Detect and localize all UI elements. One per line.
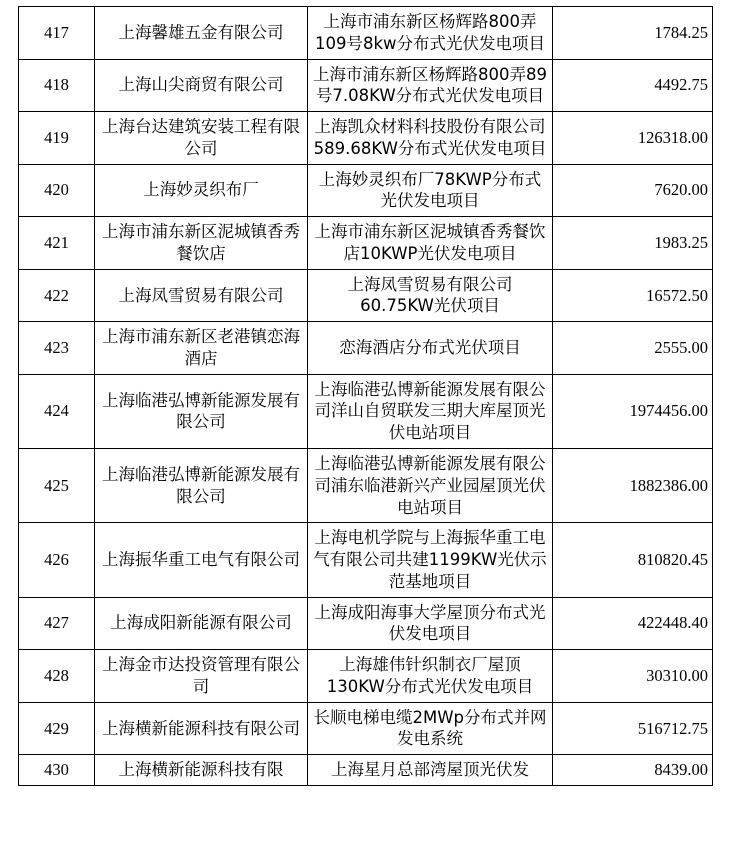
row-amount: 16572.50 <box>553 269 713 322</box>
row-company: 上海市浦东新区老港镇恋海酒店 <box>95 322 308 375</box>
row-company: 上海市浦东新区泥城镇香秀餐饮店 <box>95 217 308 270</box>
row-project: 上海妙灵织布厂78KWP分布式光伏发电项目 <box>308 164 553 217</box>
row-amount: 422448.40 <box>553 597 713 650</box>
row-project: 上海市浦东新区泥城镇香秀餐饮店10KWP光伏发电项目 <box>308 217 553 270</box>
row-index: 420 <box>19 164 95 217</box>
row-amount: 30310.00 <box>553 650 713 703</box>
row-index: 426 <box>19 523 95 597</box>
table-row <box>19 449 713 523</box>
row-company: 上海临港弘博新能源发展有限公司 <box>95 374 308 448</box>
row-index: 418 <box>19 59 95 112</box>
row-amount: 4492.75 <box>553 59 713 112</box>
row-index: 422 <box>19 269 95 322</box>
table-body <box>19 7 713 786</box>
row-project: 上海星月总部湾屋顶光伏发 <box>308 755 553 786</box>
row-index: 425 <box>19 449 95 523</box>
document-page <box>0 6 730 866</box>
row-project: 上海市浦东新区杨辉路800弄109号8kw分布式光伏发电项目 <box>308 7 553 60</box>
table-row <box>19 59 713 112</box>
table-row <box>19 217 713 270</box>
table-row <box>19 755 713 786</box>
row-amount: 1784.25 <box>553 7 713 60</box>
row-project: 上海凯众材料科技股份有限公司589.68KW分布式光伏发电项目 <box>308 112 553 165</box>
row-company: 上海馨雄五金有限公司 <box>95 7 308 60</box>
row-project: 长顺电梯电缆2MWp分布式并网发电系统 <box>308 702 553 755</box>
row-company: 上海临港弘博新能源发展有限公司 <box>95 449 308 523</box>
table-row <box>19 322 713 375</box>
row-project: 恋海酒店分布式光伏项目 <box>308 322 553 375</box>
row-amount: 126318.00 <box>553 112 713 165</box>
row-index: 427 <box>19 597 95 650</box>
row-index: 421 <box>19 217 95 270</box>
row-index: 419 <box>19 112 95 165</box>
row-project: 上海临港弘博新能源发展有限公司浦东临港新兴产业园屋顶光伏电站项目 <box>308 449 553 523</box>
row-index: 417 <box>19 7 95 60</box>
row-project: 上海成阳海事大学屋顶分布式光伏发电项目 <box>308 597 553 650</box>
row-project: 上海凤雪贸易有限公司60.75KW光伏项目 <box>308 269 553 322</box>
row-company: 上海凤雪贸易有限公司 <box>95 269 308 322</box>
table-row <box>19 702 713 755</box>
row-company: 上海横新能源科技有限 <box>95 755 308 786</box>
row-company: 上海横新能源科技有限公司 <box>95 702 308 755</box>
table-row <box>19 523 713 597</box>
table-row <box>19 7 713 60</box>
table-row <box>19 269 713 322</box>
row-company: 上海金市达投资管理有限公司 <box>95 650 308 703</box>
row-company: 上海振华重工电气有限公司 <box>95 523 308 597</box>
row-project: 上海市浦东新区杨辉路800弄89号7.08KW分布式光伏发电项目 <box>308 59 553 112</box>
row-amount: 810820.45 <box>553 523 713 597</box>
project-subsidy-table <box>18 6 713 786</box>
row-index: 428 <box>19 650 95 703</box>
row-index: 430 <box>19 755 95 786</box>
row-index: 429 <box>19 702 95 755</box>
row-amount: 7620.00 <box>553 164 713 217</box>
table-row <box>19 164 713 217</box>
row-index: 424 <box>19 374 95 448</box>
row-project: 上海电机学院与上海振华重工电气有限公司共建1199KW光伏示范基地项目 <box>308 523 553 597</box>
row-company: 上海台达建筑安装工程有限公司 <box>95 112 308 165</box>
table-row <box>19 112 713 165</box>
row-amount: 2555.00 <box>553 322 713 375</box>
table-row <box>19 374 713 448</box>
row-project: 上海雄伟针织制衣厂屋顶130KW分布式光伏发电项目 <box>308 650 553 703</box>
row-amount: 1882386.00 <box>553 449 713 523</box>
table-row <box>19 597 713 650</box>
row-amount: 1974456.00 <box>553 374 713 448</box>
row-amount: 8439.00 <box>553 755 713 786</box>
row-index: 423 <box>19 322 95 375</box>
row-company: 上海成阳新能源有限公司 <box>95 597 308 650</box>
table-row <box>19 650 713 703</box>
row-company: 上海山尖商贸有限公司 <box>95 59 308 112</box>
row-amount: 516712.75 <box>553 702 713 755</box>
row-project: 上海临港弘博新能源发展有限公司洋山自贸联发三期大库屋顶光伏电站项目 <box>308 374 553 448</box>
row-company: 上海妙灵织布厂 <box>95 164 308 217</box>
row-amount: 1983.25 <box>553 217 713 270</box>
